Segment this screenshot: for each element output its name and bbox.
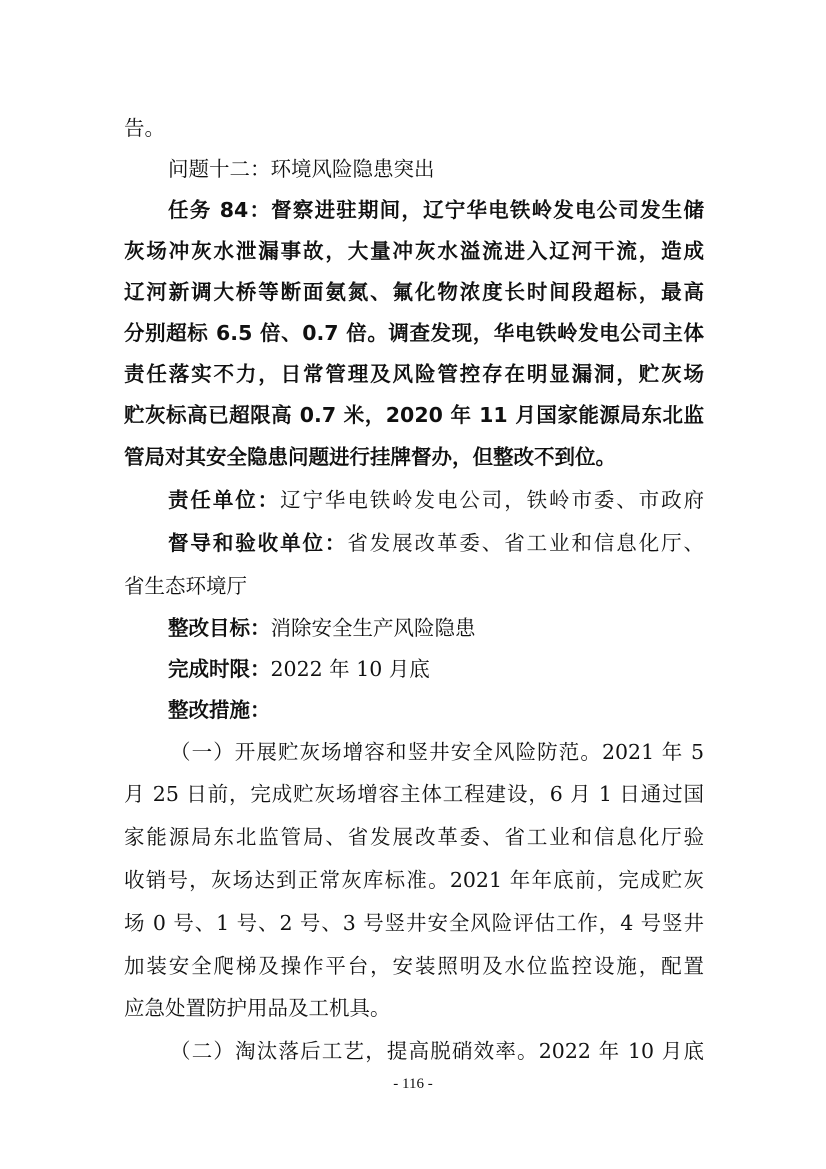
text-line: 责任落实不力，日常管理及风险管控存在明显漏洞，贮灰场 bbox=[124, 362, 704, 386]
supervision-continued: 省生态环境厅 bbox=[124, 574, 247, 598]
text-line: 灰场冲灰水泄漏事故，大量冲灰水溢流进入辽河干流，造成 bbox=[124, 239, 704, 263]
supervision-label: 督导和验收单位： bbox=[168, 531, 348, 555]
responsible-unit bbox=[168, 490, 704, 511]
goal-value: 消除安全生产风险隐患 bbox=[270, 616, 476, 640]
text-line: 贮灰标高已超限高 0.7 米，2020 年 11 月国家能源局东北监 bbox=[124, 403, 704, 427]
text-line: 告。 bbox=[124, 116, 165, 140]
responsible-label: 责任单位： bbox=[168, 488, 281, 512]
measure-1-line: 场 0 号、1 号、2 号、3 号竖井安全风险评估工作，4 号竖井 bbox=[124, 911, 704, 935]
measure-1-line: （一）开展贮灰场增容和竖井安全风险防范。2021 年 5 bbox=[170, 740, 704, 764]
responsible-value: 辽宁华电铁岭发电公司，铁岭市委、市政府 bbox=[280, 488, 705, 512]
text-line: 管局对其安全隐患问题进行挂牌督办，但整改不到位。 bbox=[124, 445, 616, 469]
supervision-value: 省发展改革委、省工业和信息化厅、 bbox=[347, 531, 705, 555]
measure-1-line: 应急处置防护用品及工机具。 bbox=[124, 996, 391, 1020]
page-number: - 116 - bbox=[393, 1076, 433, 1092]
deadline-value: 2022 年 10 月底 bbox=[270, 657, 430, 681]
section-heading: 问题十二：环境风险隐患突出 bbox=[168, 157, 435, 181]
text-line: 分别超标 6.5 倍、0.7 倍。调查发现，华电铁岭发电公司主体 bbox=[124, 321, 704, 345]
measure-1-line: 加装安全爬梯及操作平台，安装照明及水位监控设施，配置 bbox=[124, 954, 704, 978]
measures-label: 整改措施： bbox=[168, 698, 271, 722]
measure-1-line: 家能源局东北监管局、省发展改革委、省工业和信息化厅验 bbox=[124, 825, 704, 849]
task-heading: 任务 84：督察进驻期间，辽宁华电铁岭发电公司发生储 bbox=[168, 198, 704, 222]
rectification-goal bbox=[168, 618, 704, 639]
supervision-unit bbox=[168, 533, 704, 554]
measure-1-line: 月 25 日前，完成贮灰场增容主体工程建设，6 月 1 日通过国 bbox=[124, 782, 704, 806]
goal-label: 整改目标： bbox=[168, 616, 271, 640]
completion-deadline bbox=[168, 659, 704, 680]
measure-2-line: （二）淘汰落后工艺，提高脱硝效率。2022 年 10 月底 bbox=[170, 1039, 704, 1063]
measure-1-line: 收销号，灰场达到正常灰库标准。2021 年年底前，完成贮灰 bbox=[124, 868, 704, 892]
deadline-label: 完成时限： bbox=[168, 657, 271, 681]
text-line: 辽河新调大桥等断面氨氮、氟化物浓度长时间段超标，最高 bbox=[124, 280, 704, 304]
